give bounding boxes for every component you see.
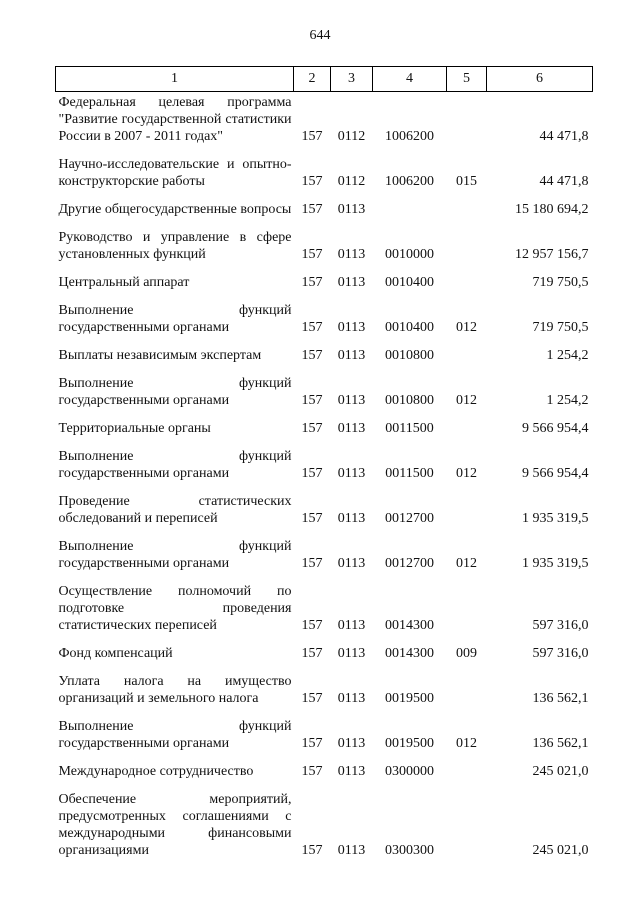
row-code-2: 157 <box>301 348 323 363</box>
table-row <box>56 780 593 859</box>
row-code-5 <box>447 190 487 218</box>
row-code-3: 0113 <box>337 466 366 481</box>
row-code-5 <box>447 409 487 437</box>
row-name: Фонд компенсаций <box>58 646 173 661</box>
table-row <box>56 291 593 336</box>
row-code-4: 0011500 <box>385 466 434 481</box>
row-code-5 <box>447 780 487 859</box>
table-row <box>56 527 593 572</box>
row-amount: 245 021,0 <box>532 843 589 858</box>
row-code-2: 157 <box>301 646 323 661</box>
table-row <box>56 190 593 218</box>
row-amount: 12 957 156,7 <box>515 247 589 262</box>
row-code-5 <box>447 662 487 707</box>
row-code-3: 0113 <box>337 320 366 335</box>
row-amount: 9 566 954,4 <box>522 421 589 436</box>
row-code-2: 157 <box>301 421 323 436</box>
table-row <box>56 662 593 707</box>
row-code-3: 0112 <box>337 129 366 144</box>
row-code-3: 0113 <box>337 646 366 661</box>
row-name: Выполнение функций государственными органами <box>58 539 292 571</box>
row-name: Территориальные органы <box>58 421 211 436</box>
row-code-5: 009 <box>456 646 477 661</box>
row-name: Научно-исследовательские и опытно-конструкторские работы <box>58 157 292 189</box>
header-col-3: 3 <box>331 67 373 92</box>
row-code-4: 0019500 <box>385 691 434 706</box>
row-code-3: 0113 <box>337 348 366 363</box>
row-name: Центральный аппарат <box>58 275 190 290</box>
header-col-4: 4 <box>373 67 447 92</box>
row-code-2: 157 <box>301 129 323 144</box>
row-name: Международное сотрудничество <box>58 764 254 779</box>
row-code-2: 157 <box>301 174 323 189</box>
table-row <box>56 364 593 409</box>
row-amount: 44 471,8 <box>539 129 589 144</box>
row-code-3: 0113 <box>337 764 366 779</box>
row-code-3: 0113 <box>337 202 366 217</box>
row-code-4: 0012700 <box>385 556 434 571</box>
row-code-2: 157 <box>301 202 323 217</box>
row-name: Выполнение функций государственными органами <box>58 376 292 408</box>
row-code-5: 015 <box>456 174 477 189</box>
row-code-4: 0300000 <box>385 764 434 779</box>
row-code-5: 012 <box>456 320 477 335</box>
row-code-3: 0113 <box>337 843 366 858</box>
row-code-2: 157 <box>301 320 323 335</box>
row-code-2: 157 <box>301 618 323 633</box>
row-code-4: 0300300 <box>385 843 434 858</box>
row-name: Обеспечение мероприятий, предусмотренных соглашениями с международными финансовыми организациями <box>58 792 292 858</box>
row-amount: 719 750,5 <box>532 275 589 290</box>
row-code-3: 0113 <box>337 247 366 262</box>
row-amount: 719 750,5 <box>532 320 589 335</box>
row-code-4: 0014300 <box>385 646 434 661</box>
row-code-3: 0113 <box>337 421 366 436</box>
table-row <box>56 572 593 634</box>
row-amount: 245 021,0 <box>532 764 589 779</box>
table-row <box>56 482 593 527</box>
table-body <box>56 92 593 860</box>
row-code-5 <box>447 336 487 364</box>
table-row <box>56 218 593 263</box>
row-code-2: 157 <box>301 275 323 290</box>
row-code-5 <box>447 218 487 263</box>
row-name: Выполнение функций государственными органами <box>58 449 292 481</box>
row-code-2: 157 <box>301 466 323 481</box>
row-code-3: 0113 <box>337 511 366 526</box>
row-code-4: 0012700 <box>385 511 434 526</box>
row-code-3: 0113 <box>337 393 366 408</box>
row-name: Проведение статистических обследований и переписей <box>58 494 292 526</box>
table-row <box>56 437 593 482</box>
row-name: Уплата налога на имущество организаций и земельного налога <box>58 674 292 706</box>
table-row <box>56 336 593 364</box>
row-code-5 <box>447 752 487 780</box>
row-code-5: 012 <box>456 393 477 408</box>
row-code-3: 0113 <box>337 691 366 706</box>
row-code-4: 0011500 <box>385 421 434 436</box>
row-code-2: 157 <box>301 691 323 706</box>
row-code-2: 157 <box>301 843 323 858</box>
row-code-5: 012 <box>456 466 477 481</box>
row-code-2: 157 <box>301 393 323 408</box>
row-code-5: 012 <box>456 556 477 571</box>
page-number: 644 <box>309 28 331 43</box>
row-code-2: 157 <box>301 511 323 526</box>
row-code-5 <box>447 92 487 146</box>
row-code-4: 0014300 <box>385 618 434 633</box>
row-name: Выполнение функций государственными органами <box>58 719 292 751</box>
row-amount: 1 935 319,5 <box>522 556 589 571</box>
row-name: Осуществление полномочий по подготовке проведения статистических переписей <box>58 584 292 633</box>
table-row <box>56 409 593 437</box>
row-amount: 136 562,1 <box>532 691 589 706</box>
row-amount: 9 566 954,4 <box>522 466 589 481</box>
row-code-5: 012 <box>456 736 477 751</box>
header-col-1: 1 <box>56 67 294 92</box>
row-amount: 1 254,2 <box>546 348 589 363</box>
budget-table <box>55 66 593 859</box>
table-header <box>56 67 593 92</box>
header-col-5: 5 <box>447 67 487 92</box>
row-code-4: 0010400 <box>385 320 434 335</box>
row-code-2: 157 <box>301 764 323 779</box>
row-code-4: 1006200 <box>385 129 434 144</box>
row-code-2: 157 <box>301 247 323 262</box>
row-amount: 15 180 694,2 <box>515 202 589 217</box>
row-code-4: 0010800 <box>385 393 434 408</box>
row-code-3: 0112 <box>337 174 366 189</box>
row-code-5 <box>447 482 487 527</box>
row-code-3: 0113 <box>337 736 366 751</box>
row-code-4: 0010400 <box>385 275 434 290</box>
row-code-4: 0010800 <box>385 348 434 363</box>
row-code-2: 157 <box>301 736 323 751</box>
row-amount: 597 316,0 <box>532 646 589 661</box>
row-code-2: 157 <box>301 556 323 571</box>
table-row <box>56 752 593 780</box>
header-col-6: 6 <box>487 67 593 92</box>
header-row <box>56 67 593 92</box>
table-row <box>56 263 593 291</box>
row-code-3: 0113 <box>337 618 366 633</box>
row-amount: 1 935 319,5 <box>522 511 589 526</box>
row-name: Выплаты независимым экспертам <box>58 348 262 363</box>
row-amount: 44 471,8 <box>539 174 589 189</box>
header-col-2: 2 <box>294 67 331 92</box>
row-name: Выполнение функций государственными органами <box>58 303 292 335</box>
row-name: Другие общегосударственные вопросы <box>58 202 292 217</box>
row-amount: 1 254,2 <box>546 393 589 408</box>
row-name: Руководство и управление в сфере установленных функций <box>58 230 292 262</box>
row-code-5 <box>447 263 487 291</box>
row-code-4 <box>373 190 447 218</box>
row-name: Федеральная целевая программа "Развитие государственной статистики России в 2007 - 2011 годах" <box>58 95 292 144</box>
row-amount: 136 562,1 <box>532 736 589 751</box>
row-code-3: 0113 <box>337 275 366 290</box>
row-amount: 597 316,0 <box>532 618 589 633</box>
table-row <box>56 634 593 662</box>
row-code-5 <box>447 572 487 634</box>
row-code-4: 0019500 <box>385 736 434 751</box>
row-code-4: 0010000 <box>385 247 434 262</box>
table-row <box>56 145 593 190</box>
row-code-3: 0113 <box>337 556 366 571</box>
row-code-4: 1006200 <box>385 174 434 189</box>
table-row <box>56 92 593 146</box>
table-row <box>56 707 593 752</box>
